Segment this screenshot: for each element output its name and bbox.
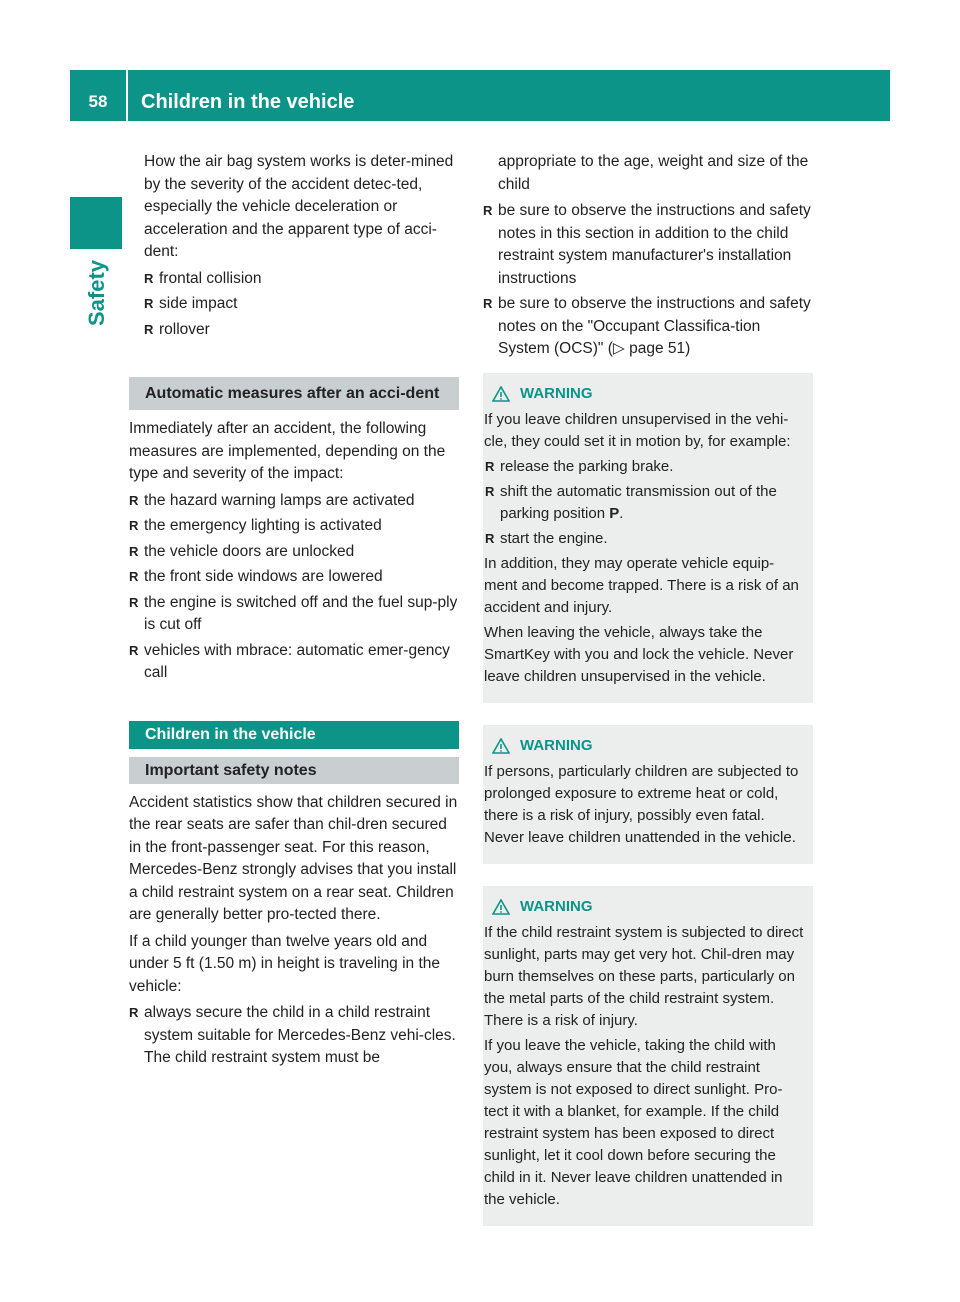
list-item: R the hazard warning lamps are activated — [129, 490, 459, 513]
continued-text: appropriate to the age, weight and size of the child — [498, 153, 809, 193]
warning-label: WARNING — [520, 384, 593, 402]
section-tab-label: Safety — [84, 259, 109, 326]
warning-text: When leaving the vehicle, always take the SmartKey with you and lock the vehicle. Never leave children unsupervised in the vehicle. — [484, 623, 794, 685]
warning-text: If you leave children unsupervised in the vehi-cle, they could set it in motion by, for example: — [484, 410, 791, 450]
warning-box — [483, 886, 813, 1226]
safety-paragraph: Accident statistics show that children secured in the rear seats are safer than chil-dren secured in the front-passenger seat. For this reason, Mercedes-Benz strongly advises that you install a child restraint system on a rear seat. Children are generally better pro-tected there. — [129, 793, 458, 923]
list-item — [485, 481, 805, 525]
warning-text: If the child restraint system is subjected to direct sunlight, parts may get very hot. Chil-dren may burn themselves on these parts, particularly on the metal parts of the child restraint system. There is a risk of injury. — [484, 923, 804, 1029]
list-item: R start the engine. — [485, 528, 805, 550]
warning-triangle-icon — [492, 899, 510, 915]
warning-text: If you leave the vehicle, taking the child with you, always ensure that the child restraint system is not exposed to direct sunlight. Pro-tect it with a blanket, for example. If the child restraint system has been exposed to direct sunlight, let it cool down before securing the child in it. Never leave children unattended in the vehicle. — [484, 1036, 783, 1208]
intro-text: How the air bag system works is deter-mined by the severity of the accident detec-ted, especially the vehicle deceleration or acceleration and the apparent type of acci-dent: — [144, 153, 454, 260]
list-item: R vehicles with mbrace: automatic emer-gency call — [129, 640, 459, 685]
list-item: R the engine is switched off and the fuel sup-ply is cut off — [129, 592, 459, 637]
warning-label: WARNING — [520, 897, 593, 915]
list-item: R frontal collision — [144, 268, 459, 291]
warning-box — [483, 725, 813, 864]
list-item: R side impact — [144, 293, 459, 316]
warning-list — [484, 456, 805, 550]
warning-box — [483, 373, 813, 703]
page-title: Children in the vehicle — [141, 91, 355, 113]
safety-notes-heading: Important safety notes — [129, 757, 459, 784]
warning-title — [483, 896, 805, 918]
list-item-text: shift the automatic transmission out of the parking position — [500, 482, 777, 522]
warning-title — [483, 735, 805, 757]
automatic-measures-text: Immediately after an accident, the following measures are implemented, depending on the type and severity of the impact: — [129, 420, 446, 482]
page-number: 58 — [88, 92, 108, 111]
list-item: R always secure the child in a child restraint system suitable for Mercedes-Benz vehi-cles. The child restraint system must be — [129, 1002, 459, 1070]
list-item: R be sure to observe the instructions and safety notes in this section in addition to the child restraint system manufacturer's installation instructions — [483, 200, 813, 290]
left-column — [129, 151, 459, 1073]
collision-list — [144, 268, 459, 342]
list-item: R rollover — [144, 319, 459, 342]
warning-triangle-icon — [492, 738, 510, 754]
list-item-end: . — [619, 504, 624, 522]
warning-text: If persons, particularly children are subjected to prolonged exposure to extreme heat or cold, there is a risk of injury, possibly even fatal. Never leave children unattended in the vehicle. — [484, 762, 799, 846]
warning-text: In addition, they may operate vehicle equip-ment and become trapped. There is a risk of an accident and injury. — [484, 554, 799, 616]
header-divider — [126, 70, 128, 121]
safety-paragraph: If a child younger than twelve years old and under 5 ft (1.50 m) in height is traveling in the vehicle: — [129, 932, 441, 995]
list-item: R the vehicle doors are unlocked — [129, 541, 459, 564]
list-item: R be sure to observe the instructions and safety notes on the "Occupant Classifica-tion System (OCS)" (▷ page 51) — [483, 293, 813, 361]
automatic-measures-heading: Automatic measures after an acci-dent — [129, 377, 459, 410]
safety-list — [129, 1002, 459, 1070]
instructions-list — [483, 200, 813, 361]
list-item: R the emergency lighting is activated — [129, 515, 459, 538]
warning-title — [483, 383, 805, 405]
list-item: R the front side windows are lowered — [129, 566, 459, 589]
children-section-heading: Children in the vehicle — [129, 721, 459, 749]
right-column — [483, 151, 813, 1226]
section-tab-block — [70, 197, 122, 249]
list-item: R release the parking brake. — [485, 456, 805, 478]
warning-triangle-icon — [492, 386, 510, 402]
warning-label: WARNING — [520, 736, 593, 754]
automatic-measures-list — [129, 490, 459, 685]
gear-position-p: P — [609, 504, 620, 522]
